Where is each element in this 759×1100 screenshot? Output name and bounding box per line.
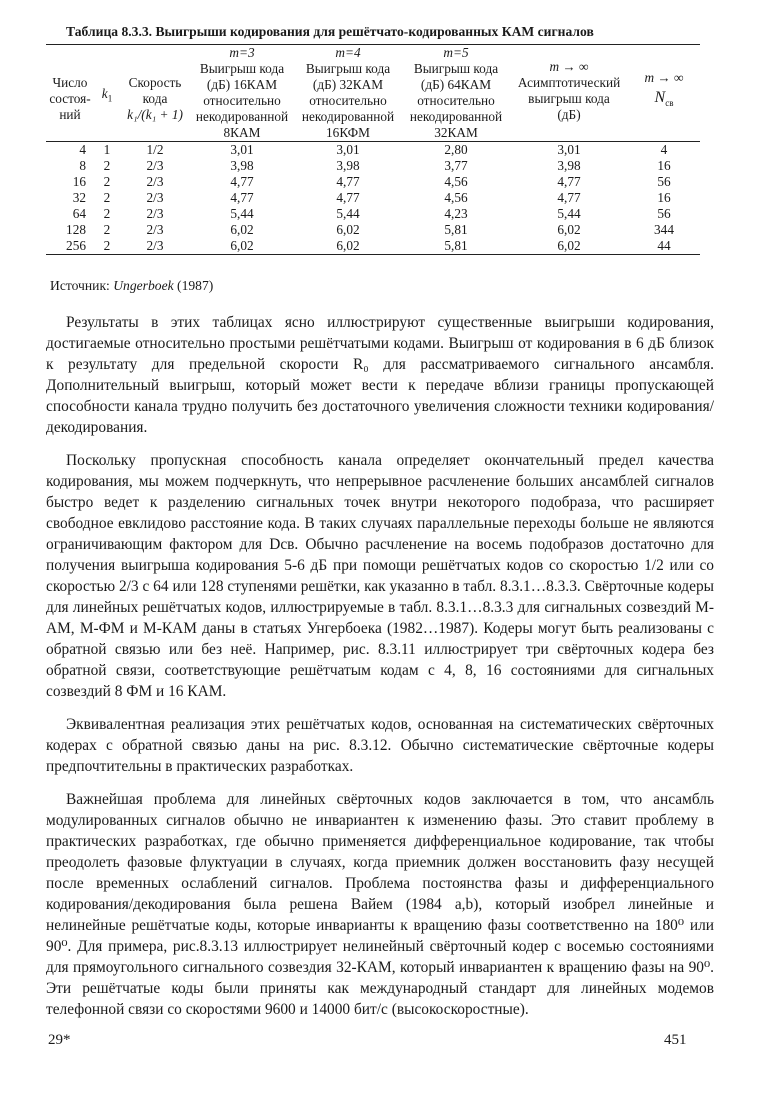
table-caption: Таблица 8.3.3. Выигрыши кодирования для решётчато-кодированных КАМ сигналов: [66, 24, 594, 39]
table-cell: 2: [103, 238, 111, 253]
page-number: 451: [664, 1032, 687, 1048]
table-cell: 2/3: [146, 174, 164, 189]
table-cell: 128: [66, 222, 86, 237]
table-cell: 4,77: [230, 174, 254, 189]
table-row: [46, 206, 700, 222]
table-cell: 5,81: [444, 238, 468, 253]
table-cell: 6,02: [336, 222, 360, 237]
table-cell: 5,81: [444, 222, 468, 237]
paragraph: Эквивалентная реализация этих решётчатых кодов, основанная на систематических свёрточных кодерах с обратной связью даны на рис. 8.3.12. Обычно систематические свёрточные кодеры предпочтительны в практических разработках.: [46, 716, 714, 775]
table-cell: 2/3: [146, 238, 164, 253]
table-cell: 56: [657, 174, 671, 189]
table-cell: 6,02: [230, 222, 254, 237]
table-row: [46, 222, 700, 238]
table-cell: 3,01: [336, 142, 360, 157]
table-cell: 5,44: [557, 206, 581, 221]
table-header-row: [46, 45, 700, 142]
table-cell: 5,44: [336, 206, 360, 221]
header-rate: Скорость кода k₁/(k₁ + 1): [127, 75, 183, 122]
paragraph: Поскольку пропускная способность канала определяет окончательный предел качества кодирования, мы можем подчеркнуть, что непрерывное расчленение больших ансамблей сигналов быстро ведет к разделению сигнальных точек внутри некоторого подобраза, что расширяет свободное евклидово расстояние кода. В таких случаях параллельные переходы больше не являются ограничивающим фактором для Dсв. Обычно расчленение на восемь подобразов достаточно для получения выигрыша кодирования 5-6 дБ при помощи решётчатых кодов со скоростью 1/2 или со скоростью 2/3 с 64 или 128 ступенями решётки, как указанно в табл. 8.3.1…8.3.3. Свёрточные кодеры для линейных решётчатых кодов, иллюстрируемые в табл. 8.3.1…8.3.3 для сигнальных созвездий M-АМ, M-ФМ и M-КАМ даны в статьях Унгербоека (1982…1987). Кодеры могут быть реализованы с обратной связью или без неё. Например, рис. 8.3.11 иллюстрирует три свёрточных кодера без обратной связи, соответствующие решётчатым кодам с 4, 8, 16 состояниями для сигнальных созвездий 8 ФМ и 16 КАМ.: [46, 452, 714, 700]
table-cell: 4,77: [230, 190, 254, 205]
header-states: Число состоя- ний: [49, 75, 91, 122]
table-cell: 2/3: [146, 222, 164, 237]
header-m3: m=3 Выигрыш кода (дБ) 16КАМ относительно некодированной 8КАМ: [195, 45, 289, 140]
table-cell: 5,44: [230, 206, 254, 221]
table-cell: 256: [66, 238, 86, 253]
table-cell: 16: [657, 158, 671, 173]
table-cell: 3,98: [230, 158, 254, 173]
table-cell: 1: [103, 142, 111, 157]
signature-mark: 29*: [48, 1032, 71, 1048]
table-row: [46, 238, 700, 255]
table-cell: 6,02: [557, 222, 581, 237]
table-cell: 3,98: [557, 158, 581, 173]
table-row: [46, 142, 700, 159]
table-cell: 2,80: [444, 142, 468, 157]
table-cell: 2: [103, 174, 111, 189]
table-cell: 56: [657, 206, 671, 221]
table-cell: 64: [72, 206, 86, 221]
table-cell: 44: [657, 238, 671, 253]
table-cell: 2/3: [146, 206, 164, 221]
table-source: Источник: Ungerboek (1987): [50, 278, 214, 293]
table-cell: 4,77: [557, 174, 581, 189]
table-cell: 3,01: [557, 142, 581, 157]
table-row: [46, 174, 700, 190]
table-cell: 3,98: [336, 158, 360, 173]
table-cell: 1/2: [146, 142, 164, 157]
paragraph: Результаты в этих таблицах ясно иллюстрируют существенные выигрыши кодирования, достигаемые относительно простыми решётчатыми кодами. Выигрыш от кодирования в 6 дБ близок к результату для предельной скорости R₀ для рассматриваемого сигнального ансамбля. Дополнительный выигрыш, который может вести к передаче вблизи границы пропускающей способности канала трудно получить без достаточного увеличения сложности техники кодирования/декодирования.: [46, 314, 714, 436]
table-cell: 6,02: [557, 238, 581, 253]
table-cell: 6,02: [230, 238, 254, 253]
coding-gain-table: [46, 44, 700, 255]
table-cell: 8: [79, 158, 86, 173]
header-m5: m=5 Выигрыш кода (дБ) 64КАМ относительно некодированной 32КАМ: [409, 45, 503, 140]
table-cell: 2/3: [146, 158, 164, 173]
table-cell: 4,77: [557, 190, 581, 205]
paragraph: Важнейшая проблема для линейных свёрточных кодов заключается в том, что ансамбль модулированных сигналов обычно не инвариантен к изменению фазы. Это ставит проблему в практических разработках, где обычно применяется дифференциальное кодирование, так чтобы преодолеть фазовые флуктуации в случаях, когда приемник должен восстановить фазу несущей после временных ослаблений сигналов. Проблема постоянства фазы и дифференциального кодирования/декодирования была решена Вайем (1984 a,b), который изобрел линейные и нелинейные решётчатые коды, которые инварианты к вращению фазы соответственно на 180⁰ или 90⁰. Для примера, рис.8.3.13 иллюстрирует нелинейный свёрточный кодер с восемью состояниями для прямоугольного сигнального созвездия 32-КАМ, который инвариантен к вращению фазы на 90⁰. Эти решётчатые коды были приняты как международный стандарт для линейных модемов телефонной связи со скоростями 9600 и 14000 бит/с (высокоскоростные).: [46, 791, 714, 1018]
table-cell: 4: [79, 142, 86, 157]
table-cell: 3,01: [230, 142, 254, 157]
header-k1: $k_1$: [101, 86, 113, 104]
header-asymptotic: m → ∞ Асимптотический выигрыш кода (дБ): [517, 59, 621, 122]
table-cell: 4,23: [444, 206, 468, 221]
table-cell: 4,56: [444, 190, 468, 205]
table-cell: 16: [72, 174, 86, 189]
table-cell: 16: [657, 190, 671, 205]
table-cell: 3,77: [444, 158, 468, 173]
table-cell: 2: [103, 206, 111, 221]
table-row: [46, 158, 700, 174]
table-cell: 4,77: [336, 174, 360, 189]
table-cell: 32: [72, 190, 86, 205]
table-cell: 2: [103, 158, 111, 173]
body-text: [46, 312, 714, 1032]
table-cell: 6,02: [336, 238, 360, 253]
table-cell: 4: [660, 142, 668, 157]
table-cell: 2/3: [146, 190, 164, 205]
header-nfree: m → ∞ $N_{св}$: [644, 69, 684, 108]
table-cell: 2: [103, 222, 111, 237]
table-cell: 2: [103, 190, 111, 205]
header-m4: m=4 Выигрыш кода (дБ) 32КАМ относительно некодированной 16КФМ: [301, 45, 395, 140]
table-cell: 344: [654, 222, 674, 237]
table-row: [46, 190, 700, 206]
table-cell: 4,77: [336, 190, 360, 205]
table-cell: 4,56: [444, 174, 468, 189]
